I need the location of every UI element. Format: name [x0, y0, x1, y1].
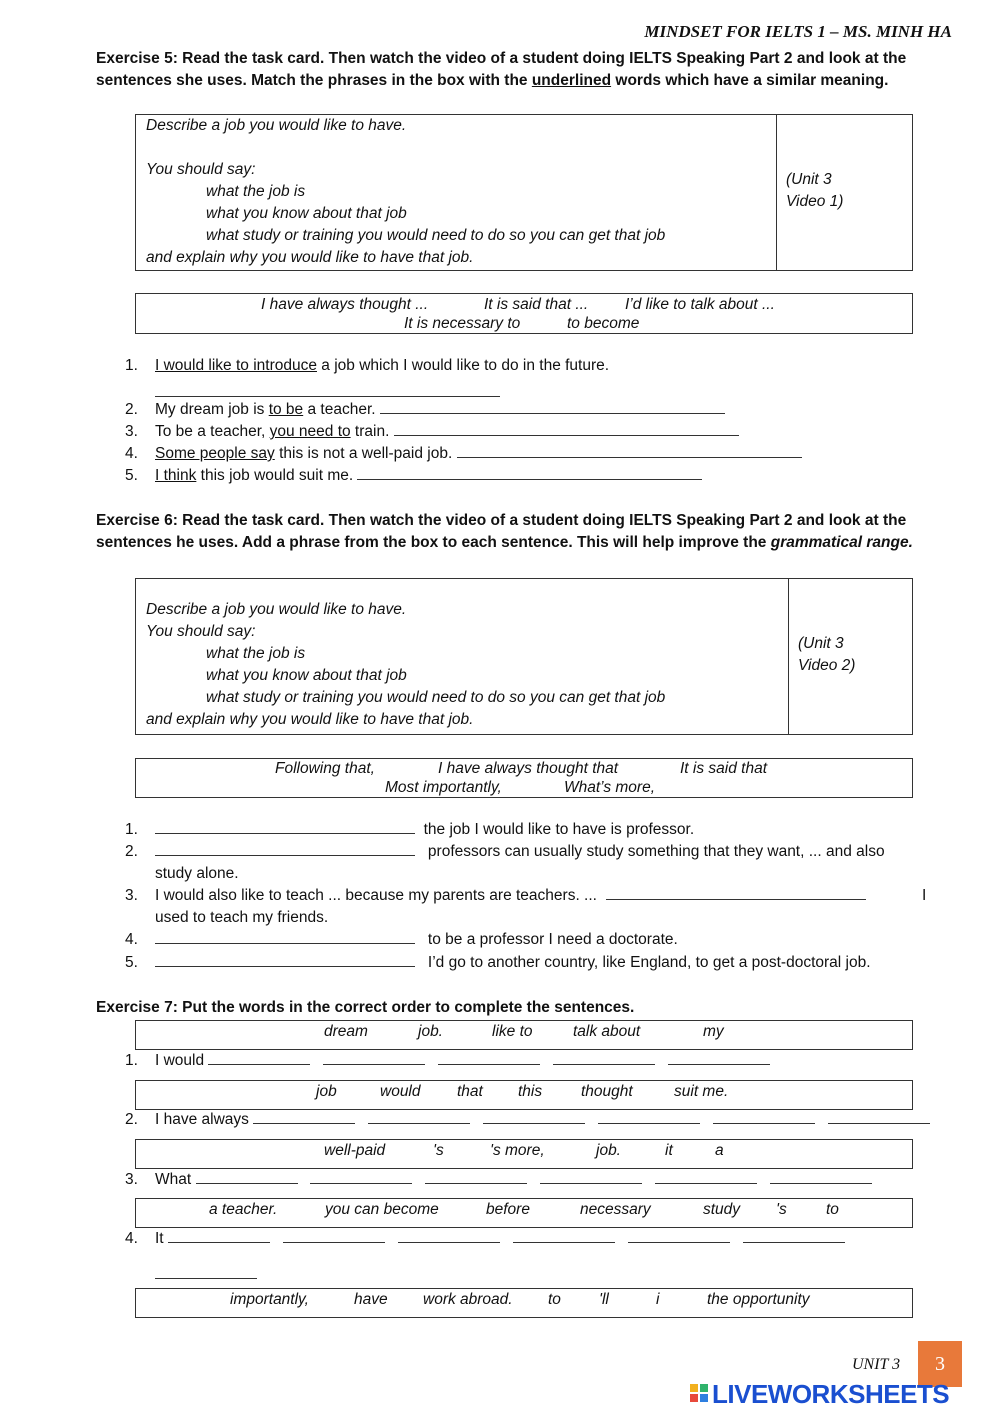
unit-label: UNIT 3: [852, 1356, 901, 1373]
word: to: [548, 1291, 561, 1308]
video-ref: (Unit 3: [786, 171, 832, 188]
answer-line[interactable]: [513, 1228, 615, 1243]
word: talk about: [573, 1023, 641, 1040]
word: would: [380, 1083, 421, 1100]
word: 's: [776, 1201, 787, 1218]
word: my: [703, 1023, 724, 1040]
task-card-line: Describe a job you would like to have.: [146, 117, 407, 134]
list-item-text: I: [922, 887, 927, 904]
page-number-badge: 3: [918, 1341, 962, 1387]
answer-line[interactable]: [283, 1228, 385, 1243]
word: necessary: [580, 1201, 651, 1218]
answer-line[interactable]: [655, 1169, 757, 1184]
list-item-continuation: study alone.: [155, 865, 239, 882]
task-card-line: and explain why you would like to have that job.: [146, 249, 474, 266]
word: thought: [581, 1083, 633, 1100]
task-card-line: You should say:: [146, 161, 256, 178]
word: the opportunity: [707, 1291, 810, 1308]
phrase: to become: [567, 315, 640, 332]
answer-line[interactable]: [553, 1050, 655, 1065]
answer-line[interactable]: [540, 1169, 642, 1184]
phrase: Most importantly,: [385, 779, 502, 796]
word-box-1: [135, 1020, 913, 1050]
word: to: [826, 1201, 839, 1218]
answer-line[interactable]: [155, 1264, 257, 1279]
word: a teacher.: [209, 1201, 278, 1218]
answer-line[interactable]: [155, 841, 415, 856]
video-ref: (Unit 3: [798, 635, 844, 652]
exercise-6-instructions: Exercise 6: Read the task card. Then watch the video of a student doing IELTS Speaking Part 2 and look at the sentences he uses. Add a phrase from the box to each sentence. This will help improve the grammatical range.: [96, 512, 913, 551]
answer-line[interactable]: [398, 1228, 500, 1243]
logo-icon: [690, 1384, 709, 1403]
word: a: [715, 1142, 724, 1159]
phrase: It is necessary to: [404, 315, 521, 332]
answer-line[interactable]: [323, 1050, 425, 1065]
answer-line[interactable]: [668, 1050, 770, 1065]
answer-line[interactable]: [457, 443, 802, 458]
word: suit me.: [674, 1083, 729, 1100]
phrase: It is said that ...: [484, 296, 589, 313]
video-ref: Video 1): [786, 193, 844, 210]
word: importantly,: [230, 1291, 309, 1308]
task-card-1: [135, 114, 913, 271]
word: before: [486, 1201, 530, 1218]
word: that: [457, 1083, 483, 1100]
video-ref: Video 2): [798, 657, 856, 674]
word: i: [656, 1291, 660, 1308]
answer-line[interactable]: [253, 1109, 355, 1124]
word: you can become: [325, 1201, 439, 1218]
phrase: I have always thought ...: [261, 296, 429, 313]
liveworksheets-logo[interactable]: [690, 1380, 990, 1410]
task-card-line: what the job is: [206, 183, 306, 200]
card-divider: [788, 579, 789, 734]
answer-line[interactable]: [425, 1169, 527, 1184]
phrase: I’d like to talk about ...: [625, 296, 775, 313]
word: study: [703, 1201, 741, 1218]
task-card-line: what study or training you would need to do so you can get that job: [206, 227, 666, 244]
answer-line[interactable]: [394, 421, 739, 436]
word: this: [518, 1083, 543, 1100]
task-card-2: [135, 578, 913, 735]
word: 'll: [599, 1291, 609, 1308]
answer-line[interactable]: [598, 1109, 700, 1124]
word: job: [316, 1083, 337, 1100]
exercise-5-instructions: Exercise 5: Read the task card. Then watch the video of a student doing IELTS Speaking Part 2 and look at the sentences she uses. Match the phrases in the box with the underlined words which have a similar meaning.: [96, 50, 907, 89]
card-divider: [776, 115, 777, 270]
answer-line[interactable]: [155, 382, 500, 397]
list-item-continuation: used to teach my friends.: [155, 909, 329, 926]
answer-line[interactable]: [438, 1050, 540, 1065]
word-box-3: [135, 1139, 913, 1169]
word-box-5: [135, 1288, 913, 1318]
word: work abroad.: [423, 1291, 513, 1308]
answer-line[interactable]: [208, 1050, 310, 1065]
answer-line[interactable]: [606, 885, 866, 900]
phrase: I have always thought that: [438, 760, 619, 777]
phrase-box-1: [135, 293, 913, 334]
answer-line[interactable]: [483, 1109, 585, 1124]
answer-line[interactable]: [368, 1109, 470, 1124]
phrase: What’s more,: [564, 779, 656, 796]
answer-line[interactable]: [628, 1228, 730, 1243]
task-card-line: what the job is: [206, 645, 306, 662]
phrase: It is said that: [680, 760, 768, 777]
word: like to: [492, 1023, 533, 1040]
word: 's more,: [490, 1142, 545, 1159]
answer-line[interactable]: [357, 465, 702, 480]
answer-line[interactable]: [770, 1169, 872, 1184]
phrase-box-2: [135, 758, 913, 798]
word: job.: [418, 1023, 443, 1040]
task-card-line: You should say:: [146, 623, 256, 640]
answer-line[interactable]: [155, 952, 415, 967]
answer-line[interactable]: [168, 1228, 270, 1243]
word: 's: [433, 1142, 444, 1159]
word: well-paid: [324, 1142, 386, 1159]
word-box-4: [135, 1198, 913, 1228]
answer-line[interactable]: [310, 1169, 412, 1184]
task-card-line: what you know about that job: [206, 667, 407, 684]
phrase: Following that,: [275, 760, 375, 777]
task-card-line: and explain why you would like to have that job.: [146, 711, 474, 728]
word: job.: [596, 1142, 621, 1159]
task-card-line: what study or training you would need to do so you can get that job: [206, 689, 666, 706]
word: dream: [324, 1023, 368, 1040]
word-box-2: [135, 1080, 913, 1110]
answer-line[interactable]: [155, 929, 415, 944]
word: have: [354, 1291, 388, 1308]
brand-text: LIVEWORKSHEETS: [712, 1379, 950, 1409]
answer-line[interactable]: [196, 1169, 298, 1184]
task-card-line: Describe a job you would like to have.: [146, 601, 407, 618]
exercise-7-instructions: Exercise 7: Put the words in the correct order to complete the sentences.: [96, 999, 635, 1016]
answer-line[interactable]: [380, 399, 725, 414]
answer-line[interactable]: [155, 819, 415, 834]
page-header: MINDSET FOR IELTS 1 – MS. MINH HA: [644, 22, 952, 41]
answer-line[interactable]: [713, 1109, 815, 1124]
task-card-line: what you know about that job: [206, 205, 407, 222]
answer-line[interactable]: [828, 1109, 930, 1124]
word: it: [665, 1142, 673, 1159]
answer-line[interactable]: [743, 1228, 845, 1243]
